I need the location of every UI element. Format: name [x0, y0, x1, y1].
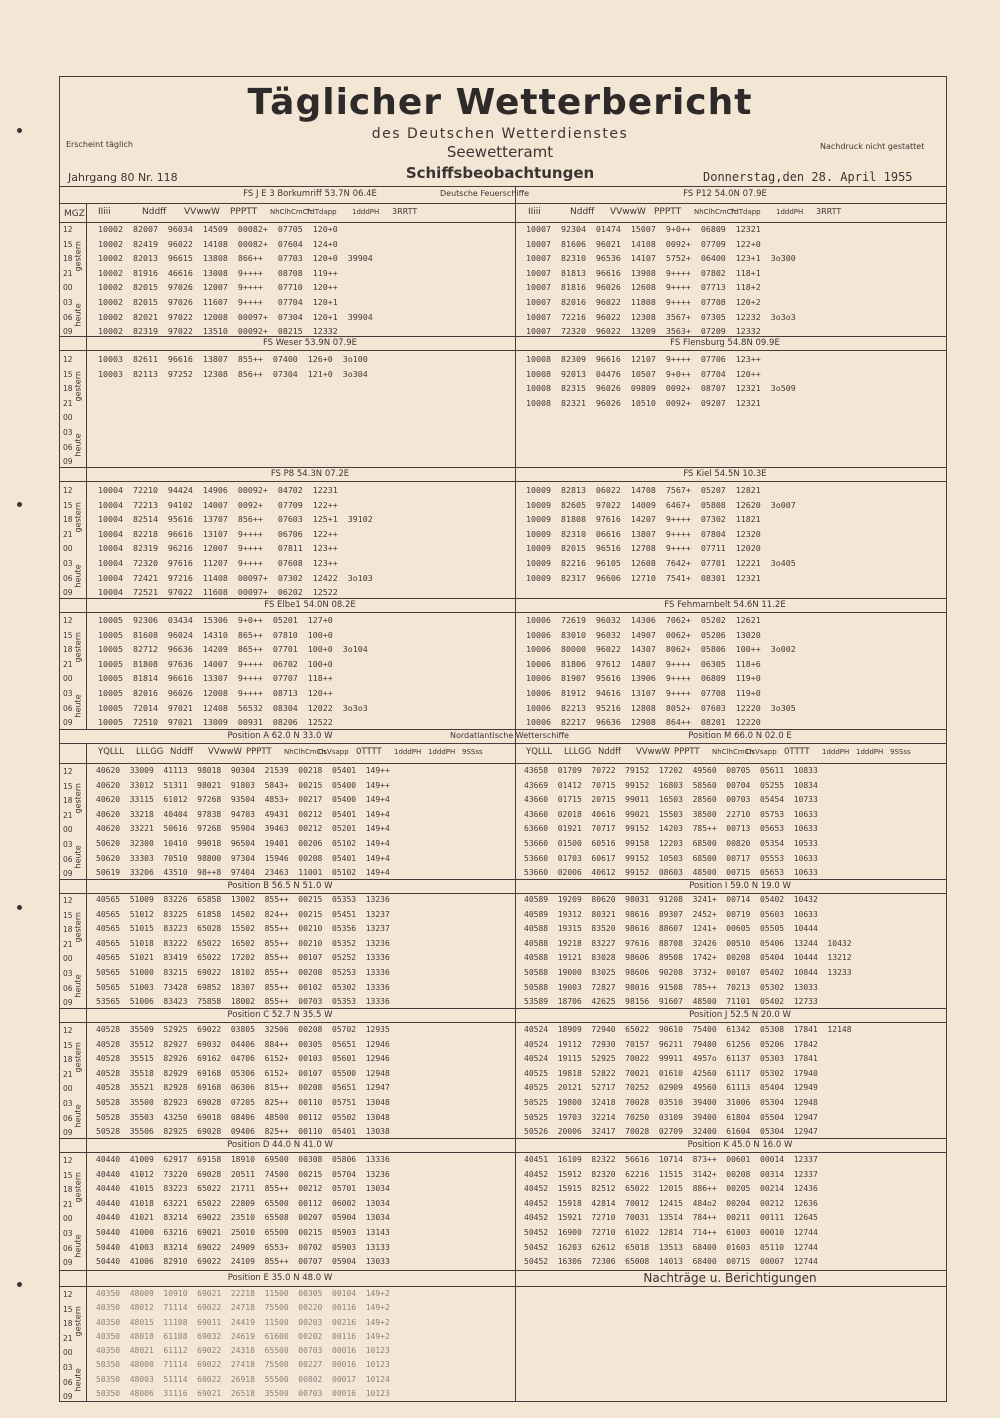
ws-hour-label: 21	[63, 1069, 73, 1079]
fs-hour-label: 00	[63, 413, 73, 423]
table-row: 40528 35515 82926 69162 04706 6152+ 00103 05601 12946	[96, 1054, 390, 1064]
table-row: 50525 19703 32214 70250 03109 39400 61804 05504 12947	[524, 1112, 818, 1122]
fs-hour-label: 12	[63, 616, 73, 625]
table-row: 53660 01703 60617 99152 10503 68500 00717 05553 10633	[524, 853, 818, 863]
ws-hour-label: 03	[63, 969, 73, 978]
ws-hour-label: 09	[63, 1258, 73, 1268]
ws-heute-label: heute	[73, 1104, 83, 1128]
table-row: 53565 51006 83423 75858 18002 855++ 00703 05353 13336	[96, 997, 390, 1007]
mgz-label: MGZ	[64, 209, 85, 219]
fs-right-headers: IIiii Nddff VVwwW PPPTT NhClhCmChTdTdapp 1dddPH 3RRTT	[528, 207, 842, 217]
table-row: 10002 82007 96034 14509 00082+ 07705 120+0	[98, 224, 338, 234]
ws-block-2-right-rows	[524, 1023, 852, 1140]
table-row: 50588 19000 83025 98606 90208 3732+ 00107 05402 10844 13233	[524, 967, 852, 977]
table-row: 53660 01500 60516 99158 12203 68500 00820 05354 10533	[524, 838, 818, 848]
fs-heute-label: heute	[73, 694, 83, 718]
table-row: 10006 81912 94616 13107 9++++ 07708 119+0	[526, 687, 761, 698]
ws-hour-label: 12	[63, 767, 73, 776]
table-row: 10005 72014 97021 12408 56532 08304 12022 3o3o3	[98, 702, 368, 713]
table-row: 10004 72210 94424 14906 00092+ 04702 12231	[98, 485, 338, 495]
fs-hour-label: 12	[63, 225, 73, 234]
ws-gestern-label: gestern	[73, 783, 83, 814]
fs-hour-label: 03	[63, 689, 73, 698]
table-row: 10007 92304 01474 15007 9+0++ 06809 12321	[526, 224, 761, 234]
fs-hour-label: 06	[63, 312, 73, 322]
table-row: 10007 81606 96021 14108 0092+ 07709 122+0	[526, 238, 761, 249]
table-row: 40528 35509 52925 69022 03805 32506 00208 05702 12935	[96, 1025, 390, 1034]
table-row: 50440 41000 63216 69021 25010 65500 00215 05903 13143	[96, 1227, 390, 1237]
table-row: 10002 81916 46616 13008 9++++ 08708 119++	[98, 267, 338, 278]
table-row: 40588 19315 83520 98616 88607 1241+ 00605 05505 10444	[524, 924, 818, 934]
ws-hour-label: 03	[63, 1099, 73, 1108]
table-row: 10009 82216 96105 12608 7642+ 07701 12221 3o405	[526, 557, 796, 568]
ws-block-0-right-title: Position M 66.0 N 02.0 E	[688, 731, 792, 741]
table-row: 50440 41006 82910 69022 24109 855++ 00707 05904 13033	[96, 1257, 390, 1267]
ws-hour-label: 00	[63, 1214, 73, 1224]
table-row: 10006 72619 96032 14306 7062+ 05202 12621	[526, 615, 761, 625]
table-row: 40451 16109 82322 56616 10714 873++ 00601 00014 12337	[524, 1155, 818, 1164]
table-row: 40524 19115 52925 70022 99911 4957o 61137 05303 17841	[524, 1054, 818, 1064]
table-row: 10003 82113 97252 12308 856++ 07304 121+0 3o304	[98, 368, 368, 379]
table-row: 40620 33009 41113 98018 90304 21539 00218 05401 149++	[96, 766, 390, 775]
table-row: 50528 35500 82923 69028 07205 825++ 00110 05751 13048	[96, 1097, 390, 1107]
table-row: 10004 82218 96616 13107 9++++ 06706 122++	[98, 528, 338, 539]
fs-block-0-right-title: FS P12 54.0N 07.9E	[683, 189, 767, 199]
ws-hour-label: 21	[63, 939, 73, 949]
table-row: 10005 81808 97636 14007 9++++ 06702 100+0	[98, 658, 333, 669]
table-row: 10002 82015 97026 12007 9++++ 07710 120++	[98, 282, 338, 293]
table-row: 50526 20006 32417 70028 02709 32400 61604 05304 12947	[524, 1127, 818, 1137]
ws-hour-label: 15	[63, 781, 73, 791]
table-row: 10007 81816 96026 12608 9++++ 07713 118+2	[526, 282, 761, 293]
ws-hour-label: 15	[63, 910, 73, 920]
table-row: 10009 82015 96516 12708 9++++ 07711 12020	[526, 543, 761, 554]
table-row: 40620 33012 51311 98021 91803 5843+ 00215 05400 149++	[96, 780, 390, 790]
ws-heute-label: heute	[73, 1234, 83, 1258]
table-row: 50588 19003 72827 98016 91508 785++ 70213 05302 13033	[524, 982, 818, 992]
ws-hour-label: 15	[63, 1170, 73, 1180]
table-row: 40452 15918 42814 70012 12415 484o2 00204 00212 12636	[524, 1198, 818, 1208]
issue-number: Jahrgang 80 Nr. 118	[68, 171, 178, 184]
table-row: 40440 41015 83223 65022 21711 855++ 00212 05701 13034	[96, 1184, 390, 1194]
corrections-title: Nachträge u. Berichtigungen	[643, 1271, 817, 1285]
fs-hour-label: 18	[63, 515, 73, 525]
table-row: 10007 81813 96616 13908 9++++ 07802 118+1	[526, 267, 761, 278]
table-row: 10007 72320 96022 13209 3563+ 07209 12332	[526, 326, 761, 337]
table-row: 10009 82605 97022 14009 6467+ 05808 12620 3o007	[526, 499, 796, 510]
table-row: 50350 48000 71114 69022 27418 75500 00227 00016 10123	[96, 1360, 390, 1370]
table-row: 40565 51015 83223 65028 15502 855++ 00210 05356 13237	[96, 924, 390, 934]
table-row: 10004 72213 94102 14007 0092+ 07709 122++	[98, 499, 338, 510]
table-row: 40589 19209 80620 98031 91208 3241+ 00714 05402 10432	[524, 895, 818, 904]
table-row: 40440 41018 63221 65022 22809 65500 00112 06002 13034	[96, 1198, 390, 1208]
note-right: Nachdruck nicht gestattet	[820, 142, 925, 151]
table-row: 10002 82319 97022 13510 00092+ 08215 12332	[98, 326, 338, 337]
fs-gestern-label: gestern	[73, 502, 83, 533]
table-row: 10005 72510 97021 13009 00931 08206 12522	[98, 717, 333, 728]
table-row: 40524 18909 72940 65022 90610 75400 61342 05308 17841 12148	[524, 1025, 852, 1034]
table-row: 10006 80000 96022 14307 8062+ 05806 100++ 3o002	[526, 644, 796, 655]
punch-hole-lower	[17, 905, 22, 910]
table-row: 40565 51012 83225 61858 14502 824++ 00215 05451 13237	[96, 909, 390, 919]
ws-hour-label: 15	[63, 1304, 73, 1314]
fs-hour-label: 12	[63, 355, 73, 364]
table-row: 40565 51021 83419 65022 17202 855++ 00107 05252 13336	[96, 953, 390, 963]
ws-hour-label: 12	[63, 1156, 73, 1165]
fs-hour-label: 06	[63, 703, 73, 713]
table-row: 40565 51018 83222 65022 16502 855++ 00210 05352 13236	[96, 938, 390, 948]
fs-block-2-left-rows	[98, 483, 373, 600]
note-left: Erscheint täglich	[66, 140, 133, 149]
table-row: 10002 82419 96022 14108 00082+ 07604 124+0	[98, 238, 338, 249]
table-row: 50620 33303 70510 98800 97304 15946 00208 05401 149+4	[96, 853, 390, 863]
table-row: 10006 81907 95616 13906 9++++ 06809 119+0	[526, 673, 761, 684]
table-row: 10006 82217 96636 12908 864++ 08201 12220	[526, 717, 761, 728]
fs-block-1-right-rows	[526, 352, 796, 410]
table-row: 40350 48018 61108 69032 24619 61600 00202 00116 149+2	[96, 1331, 390, 1341]
table-row: 10002 82015 97026 11607 9++++ 07704 120+1	[98, 296, 338, 307]
ws-hour-label: 18	[63, 925, 73, 935]
fs-hour-label: 06	[63, 442, 73, 452]
ws-hour-label: 03	[63, 840, 73, 849]
table-row: 40588 19121 83028 98606 89508 1742+ 00208 05404 10444 13212	[524, 953, 852, 963]
table-row: 50525 19800 32418 70028 03510 39400 31006 05304 12948	[524, 1097, 818, 1107]
table-row: 10007 82016 96022 11808 9++++ 07708 120+2	[526, 296, 761, 307]
table-row: 40528 35521 82928 69168 06306 815++ 00208 05651 12947	[96, 1083, 390, 1093]
table-row: 10006 81806 97612 14807 9++++ 06305 118+6	[526, 658, 761, 669]
table-row: 10006 83010 96032 14907 0062+ 05206 13020	[526, 629, 761, 640]
fs-block-1-left-title: FS Weser 53.9N 07.9E	[262, 338, 358, 348]
ws-block-4-left-rows	[96, 1287, 390, 1401]
table-row: 53589 18706 42625 98156 91607 48500 71101 05402 12733	[524, 997, 818, 1007]
ws-block-0-right-rows	[524, 764, 818, 881]
ws-hour-label: 03	[63, 1229, 73, 1238]
table-row: 10004 72521 97022 11608 00097+ 06202 12522	[98, 587, 338, 598]
ws-block-3-left-title: Position D 44.0 N 41.0 W	[227, 1140, 333, 1150]
table-row: 10004 82319 96216 12007 9++++ 07811 123++	[98, 543, 338, 554]
table-row: 40524 19112 72930 70157 96211 79400 61256 05206 17842	[524, 1039, 818, 1049]
fs-hour-label: 03	[63, 559, 73, 568]
ws-block-1-right-rows	[524, 893, 852, 1010]
ws-block-3-right-title: Position K 45.0 N 16.0 W	[687, 1140, 793, 1150]
fs-hour-label: 09	[63, 327, 73, 337]
table-row: 10007 72216 96022 12308 3567+ 07305 12232 3o3o3	[526, 311, 796, 322]
table-row: 10008 82309 96616 12107 9++++ 07706 123++	[526, 354, 761, 364]
fs-block-2-right-title: FS Kiel 54.5N 10.3E	[683, 469, 767, 479]
ws-hour-label: 06	[63, 1113, 73, 1123]
table-row: 10009 82310 06616 13807 9++++ 07804 12320	[526, 528, 761, 539]
table-row: 40525 19818 52822 70021 01610 42560 61117 05302 17940	[524, 1068, 818, 1078]
table-row: 10009 81808 97616 14207 9++++ 07302 11821	[526, 514, 761, 525]
ws-hour-label: 00	[63, 825, 73, 835]
fs-block-3-left-title: FS Elbe1 54.0N 08.2E	[264, 600, 356, 610]
table-row: 40350 48009 10910 69021 22218 11500 00305 00104 149+2	[96, 1289, 390, 1298]
table-row: 10004 72320 97616 11207 9++++ 07608 123++	[98, 557, 338, 568]
table-row: 50350 48003 51114 60022 26918 55500 00802 00017 10124	[96, 1374, 390, 1384]
weather-ships-label: Nordatlantische Wetterschiffe	[450, 731, 569, 740]
ws-hour-label: 12	[63, 1026, 73, 1035]
ws-gestern-label: gestern	[73, 1306, 83, 1337]
table-row: 40440 41012 73220 69028 20511 74500 00215 05704 13236	[96, 1169, 390, 1179]
table-row: 50440 41003 83214 69022 24909 6553+ 00702 05903 13133	[96, 1242, 390, 1252]
fs-hour-label: 09	[63, 457, 73, 467]
ws-hour-label: 06	[63, 983, 73, 993]
ws-hour-label: 00	[63, 1348, 73, 1358]
ws-gestern-label: gestern	[73, 1042, 83, 1073]
ws-hour-label: 06	[63, 854, 73, 864]
table-row: 40440 41009 62917 69158 18910 69500 00308 05806 13336	[96, 1155, 390, 1164]
fs-heute-label: heute	[73, 303, 83, 327]
fs-block-0-left-rows	[98, 222, 373, 339]
table-row: 10008 92013 04476 10507 9+0++ 07704 120++	[526, 368, 761, 379]
ws-hour-label: 21	[63, 1333, 73, 1343]
ws-left-headers: YQLLL LLLGG Nddff VVwwW PPPTT NhClhCmChDsVsapp 0TTTT 1dddPH 1dddPH 9SSss	[98, 747, 483, 757]
office-name: Seewetteramt	[446, 143, 554, 161]
fs-block-2-right-rows	[526, 483, 796, 585]
table-row: 50619 33206 43510 98++8 97404 23463 11001 05102 149+4	[96, 868, 390, 878]
punch-hole-bottom	[17, 1282, 22, 1287]
fs-hour-label: 21	[63, 268, 73, 278]
table-row: 50350 48006 31116 69021 26518 35500 00703 00016 10123	[96, 1389, 390, 1399]
table-row: 10005 81814 96616 13307 9++++ 07707 118++	[98, 673, 333, 684]
fs-hour-label: 03	[63, 298, 73, 307]
table-row: 40588 19218 83227 97616 88708 32426 00510 05406 13244 10432	[524, 938, 852, 948]
fs-gestern-label: gestern	[73, 371, 83, 402]
ws-hour-label: 06	[63, 1243, 73, 1253]
ws-hour-label: 12	[63, 896, 73, 905]
ws-hour-label: 09	[63, 998, 73, 1008]
ws-gestern-label: gestern	[73, 1172, 83, 1203]
fs-block-2-left-title: FS P8 54.3N 07.2E	[270, 469, 350, 479]
fs-hour-label: 15	[63, 500, 73, 510]
fs-hour-label: 15	[63, 630, 73, 640]
ws-heute-label: heute	[73, 1368, 83, 1392]
table-row: 40620 33115 61012 97268 93504 4853+ 00217 05400 149+4	[96, 795, 390, 805]
fs-hour-label: 18	[63, 384, 73, 394]
ws-right-headers: YQLLL LLLGG Nddff VVwwW PPPTT NhClhCmChDsVsapp 0TTTT 1dddPH 1dddPH 9SSss	[526, 747, 911, 757]
ws-hour-label: 09	[63, 869, 73, 879]
table-row: 40528 35518 82929 69168 05306 6152+ 00107 05500 12948	[96, 1068, 390, 1078]
fs-left-headers: IIiii Nddff VVwwW PPPTT NhClhCmChTdTdapp 1dddPH 3RRTT	[98, 207, 418, 217]
fs-hour-label: 00	[63, 544, 73, 554]
fs-block-0-left-title: FS J E 3 Borkumriff 53.7N 06.4E	[243, 189, 377, 199]
fs-hour-label: 09	[63, 588, 73, 598]
ws-hour-label: 00	[63, 1084, 73, 1094]
table-row: 63660 01921 70717 99152 14203 785++ 00713 05653 10633	[524, 824, 818, 834]
fs-block-3-right-rows	[526, 613, 796, 730]
fs-hour-label: 18	[63, 254, 73, 264]
table-row: 40350 48012 71114 69022 24718 75500 00220 00116 149+2	[96, 1303, 390, 1313]
fs-hour-label: 15	[63, 369, 73, 379]
fs-hour-label: 00	[63, 283, 73, 293]
fs-hour-label: 12	[63, 486, 73, 495]
fs-heute-label: heute	[73, 433, 83, 457]
page-title: Täglicher Wetterbericht	[247, 82, 753, 123]
table-row: 50452 16900 72710 61022 12814 714++ 61003 00010 12744	[524, 1227, 818, 1237]
fs-gestern-label: gestern	[73, 241, 83, 272]
table-row: 43660 01715 20715 99011 16503 28560 00703 05454 10733	[524, 795, 818, 805]
ws-hour-label: 12	[63, 1290, 73, 1299]
fs-hour-label: 15	[63, 239, 73, 249]
fs-hour-label: 03	[63, 428, 73, 437]
table-row: 40528 35512 82927 69032 04406 884++ 00305 05651 12946	[96, 1039, 390, 1049]
fs-hour-label: 18	[63, 645, 73, 655]
fs-block-0-right-rows	[526, 222, 796, 339]
punch-hole-mid	[17, 502, 22, 507]
table-row: 40589 19312 80321 98616 89307 2452+ 00719 05603 10633	[524, 909, 818, 919]
ws-hour-label: 03	[63, 1363, 73, 1372]
ws-block-0-left-rows	[96, 764, 390, 881]
table-row: 10005 92306 03434 15306 9+0++ 05201 127+0	[98, 615, 333, 625]
ws-hour-label: 18	[63, 1319, 73, 1329]
table-row: 10005 82016 96026 12008 9++++ 08713 120++	[98, 687, 333, 698]
table-row: 43658 01709 70722 79152 17202 49560 00705 05611 10833	[524, 766, 818, 775]
ws-heute-label: heute	[73, 974, 83, 998]
fs-hour-label: 09	[63, 718, 73, 728]
fs-block-1-left-rows	[98, 352, 368, 381]
fs-block-3-right-title: FS Fehmarnbelt 54.6N 11.2E	[664, 600, 786, 610]
fs-hour-label: 21	[63, 398, 73, 408]
ws-hour-label: 18	[63, 1185, 73, 1195]
fs-hour-label: 06	[63, 573, 73, 583]
table-row: 10009 82813 06022 14708 7567+ 05207 12821	[526, 485, 761, 495]
table-row: 50528 35506 82925 69028 09406 825++ 00110 05401 13038	[96, 1127, 390, 1137]
table-row: 40452 15915 82512 65022 12015 886++ 00205 00214 12436	[524, 1184, 818, 1194]
ws-block-2-left-title: Position C 52.7 N 35.5 W	[227, 1010, 333, 1020]
table-row: 53660 02006 40612 99152 08603 48500 00715 05653 10633	[524, 868, 818, 878]
ws-block-1-left-rows	[96, 893, 390, 1010]
ws-block-3-right-rows	[524, 1153, 818, 1270]
table-row: 10003 82611 96616 13807 855++ 07400 126+0 3o100	[98, 354, 368, 364]
ws-hour-label: 21	[63, 1199, 73, 1209]
table-row: 50452 16203 62612 65018 13513 68400 01603 05110 12744	[524, 1242, 818, 1252]
table-row: 50565 51003 73428 69852 18307 855++ 00102 05302 13336	[96, 982, 390, 992]
table-row: 40565 51009 83226 65858 13002 855++ 00215 05353 13236	[96, 895, 390, 904]
table-row: 10002 82021 97022 12008 00097+ 07304 120+1 39904	[98, 311, 373, 322]
table-row: 50528 35503 43250 69018 08406 48500 00112 05502 13048	[96, 1112, 390, 1122]
ws-hour-label: 18	[63, 796, 73, 806]
section-title: Schiffsbeobachtungen	[405, 164, 595, 182]
table-row: 10008 82315 96026 09809 0092+ 08707 12321 3o509	[526, 383, 796, 394]
table-row: 43660 02018 40616 99021 15503 38500 22710 05753 10633	[524, 809, 818, 819]
ws-block-4-left-title: Position E 35.0 N 48.0 W	[227, 1273, 333, 1283]
ws-hour-label: 18	[63, 1055, 73, 1065]
ws-hour-label: 00	[63, 954, 73, 964]
ws-hour-label: 09	[63, 1128, 73, 1138]
fs-block-1-right-title: FS Flensburg 54.8N 09.9E	[670, 338, 780, 348]
table-row: 40620 33218 40404 97838 94703 49431 00212 05401 149+4	[96, 809, 390, 819]
table-row: 10002 82013 96615 13808 866++ 07703 120+0 39904	[98, 253, 373, 264]
table-row: 10005 81608 96024 14310 865++ 07810 100+0	[98, 629, 333, 640]
ws-hour-label: 06	[63, 1377, 73, 1387]
ws-gestern-label: gestern	[73, 912, 83, 943]
table-row: 10007 82310 96536 14107 5752+ 06400 123+1 3o300	[526, 253, 796, 264]
table-row: 10008 82321 96026 10510 0092+ 09207 12321	[526, 397, 761, 408]
table-row: 40440 41021 83214 69022 23510 65508 00207 05904 13034	[96, 1213, 390, 1223]
table-row: 40452 15912 82320 62216 11515 3142+ 00208 00314 12337	[524, 1169, 818, 1179]
fire-ships-label: Deutsche Feuerschiffe	[440, 189, 530, 198]
table-row: 50452 16306 72306 65008 14013 68400 00715 00007 12744	[524, 1257, 818, 1267]
ws-block-0-left-title: Position A 62.0 N 33.0 W	[227, 731, 333, 741]
ws-hour-label: 21	[63, 810, 73, 820]
ws-block-2-right-title: Position J 52.5 N 20.0 W	[689, 1010, 791, 1020]
table-row: 40350 48021 61112 69022 24318 65500 00703 00016 10123	[96, 1346, 390, 1356]
ws-block-1-right-title: Position I 59.0 N 19.0 W	[689, 881, 791, 891]
table-row: 40525 20121 52717 70252 02909 49560 61113 05404 12949	[524, 1083, 818, 1093]
table-row: 10006 82213 95216 12808 8052+ 07603 12220 3o305	[526, 702, 796, 713]
ws-block-3-left-rows	[96, 1153, 390, 1270]
fs-gestern-label: gestern	[73, 632, 83, 663]
table-row: 10009 82317 96606 12710 7541+ 08301 12321	[526, 572, 761, 583]
table-row: 10004 72421 97216 11408 00097+ 07302 12422 3o103	[98, 572, 373, 583]
table-row: 50565 51000 83215 69022 18102 855++ 00208 05253 13336	[96, 967, 390, 977]
fs-block-3-left-rows	[98, 613, 368, 730]
ws-heute-label: heute	[73, 845, 83, 869]
fs-hour-label: 00	[63, 674, 73, 684]
fs-heute-label: heute	[73, 564, 83, 588]
table-row: 50620 32300 10410 99018 96504 19401 00206 05102 149+4	[96, 838, 390, 848]
ws-block-1-left-title: Position B 56.5 N 51.0 W	[227, 881, 333, 891]
ws-hour-label: 09	[63, 1392, 73, 1402]
subtitle: des Deutschen Wetterdienstes	[371, 126, 629, 142]
table-row: 10005 82712 96636 14209 865++ 07701 100+0 3o104	[98, 644, 368, 655]
table-row: 43669 01412 70715 99152 16803 58560 00704 05255 10834	[524, 780, 818, 790]
ws-block-2-left-rows	[96, 1023, 390, 1140]
table-row: 40350 48015 11108 69011 24419 11500 00203 00216 149+2	[96, 1317, 390, 1327]
table-row: 40620 33221 50616 97268 95904 39463 00212 05201 149+4	[96, 824, 390, 834]
fs-hour-label: 21	[63, 659, 73, 669]
ws-hour-label: 15	[63, 1040, 73, 1050]
table-row: 40452 15921 72710 70031 13514 784++ 00211 00111 12645	[524, 1213, 818, 1223]
fs-hour-label: 21	[63, 529, 73, 539]
issue-date: Donnerstag,den 28. April 1955	[703, 170, 913, 184]
table-row: 10004 82514 95616 13707 856++ 07603 125+1 39102	[98, 514, 373, 525]
